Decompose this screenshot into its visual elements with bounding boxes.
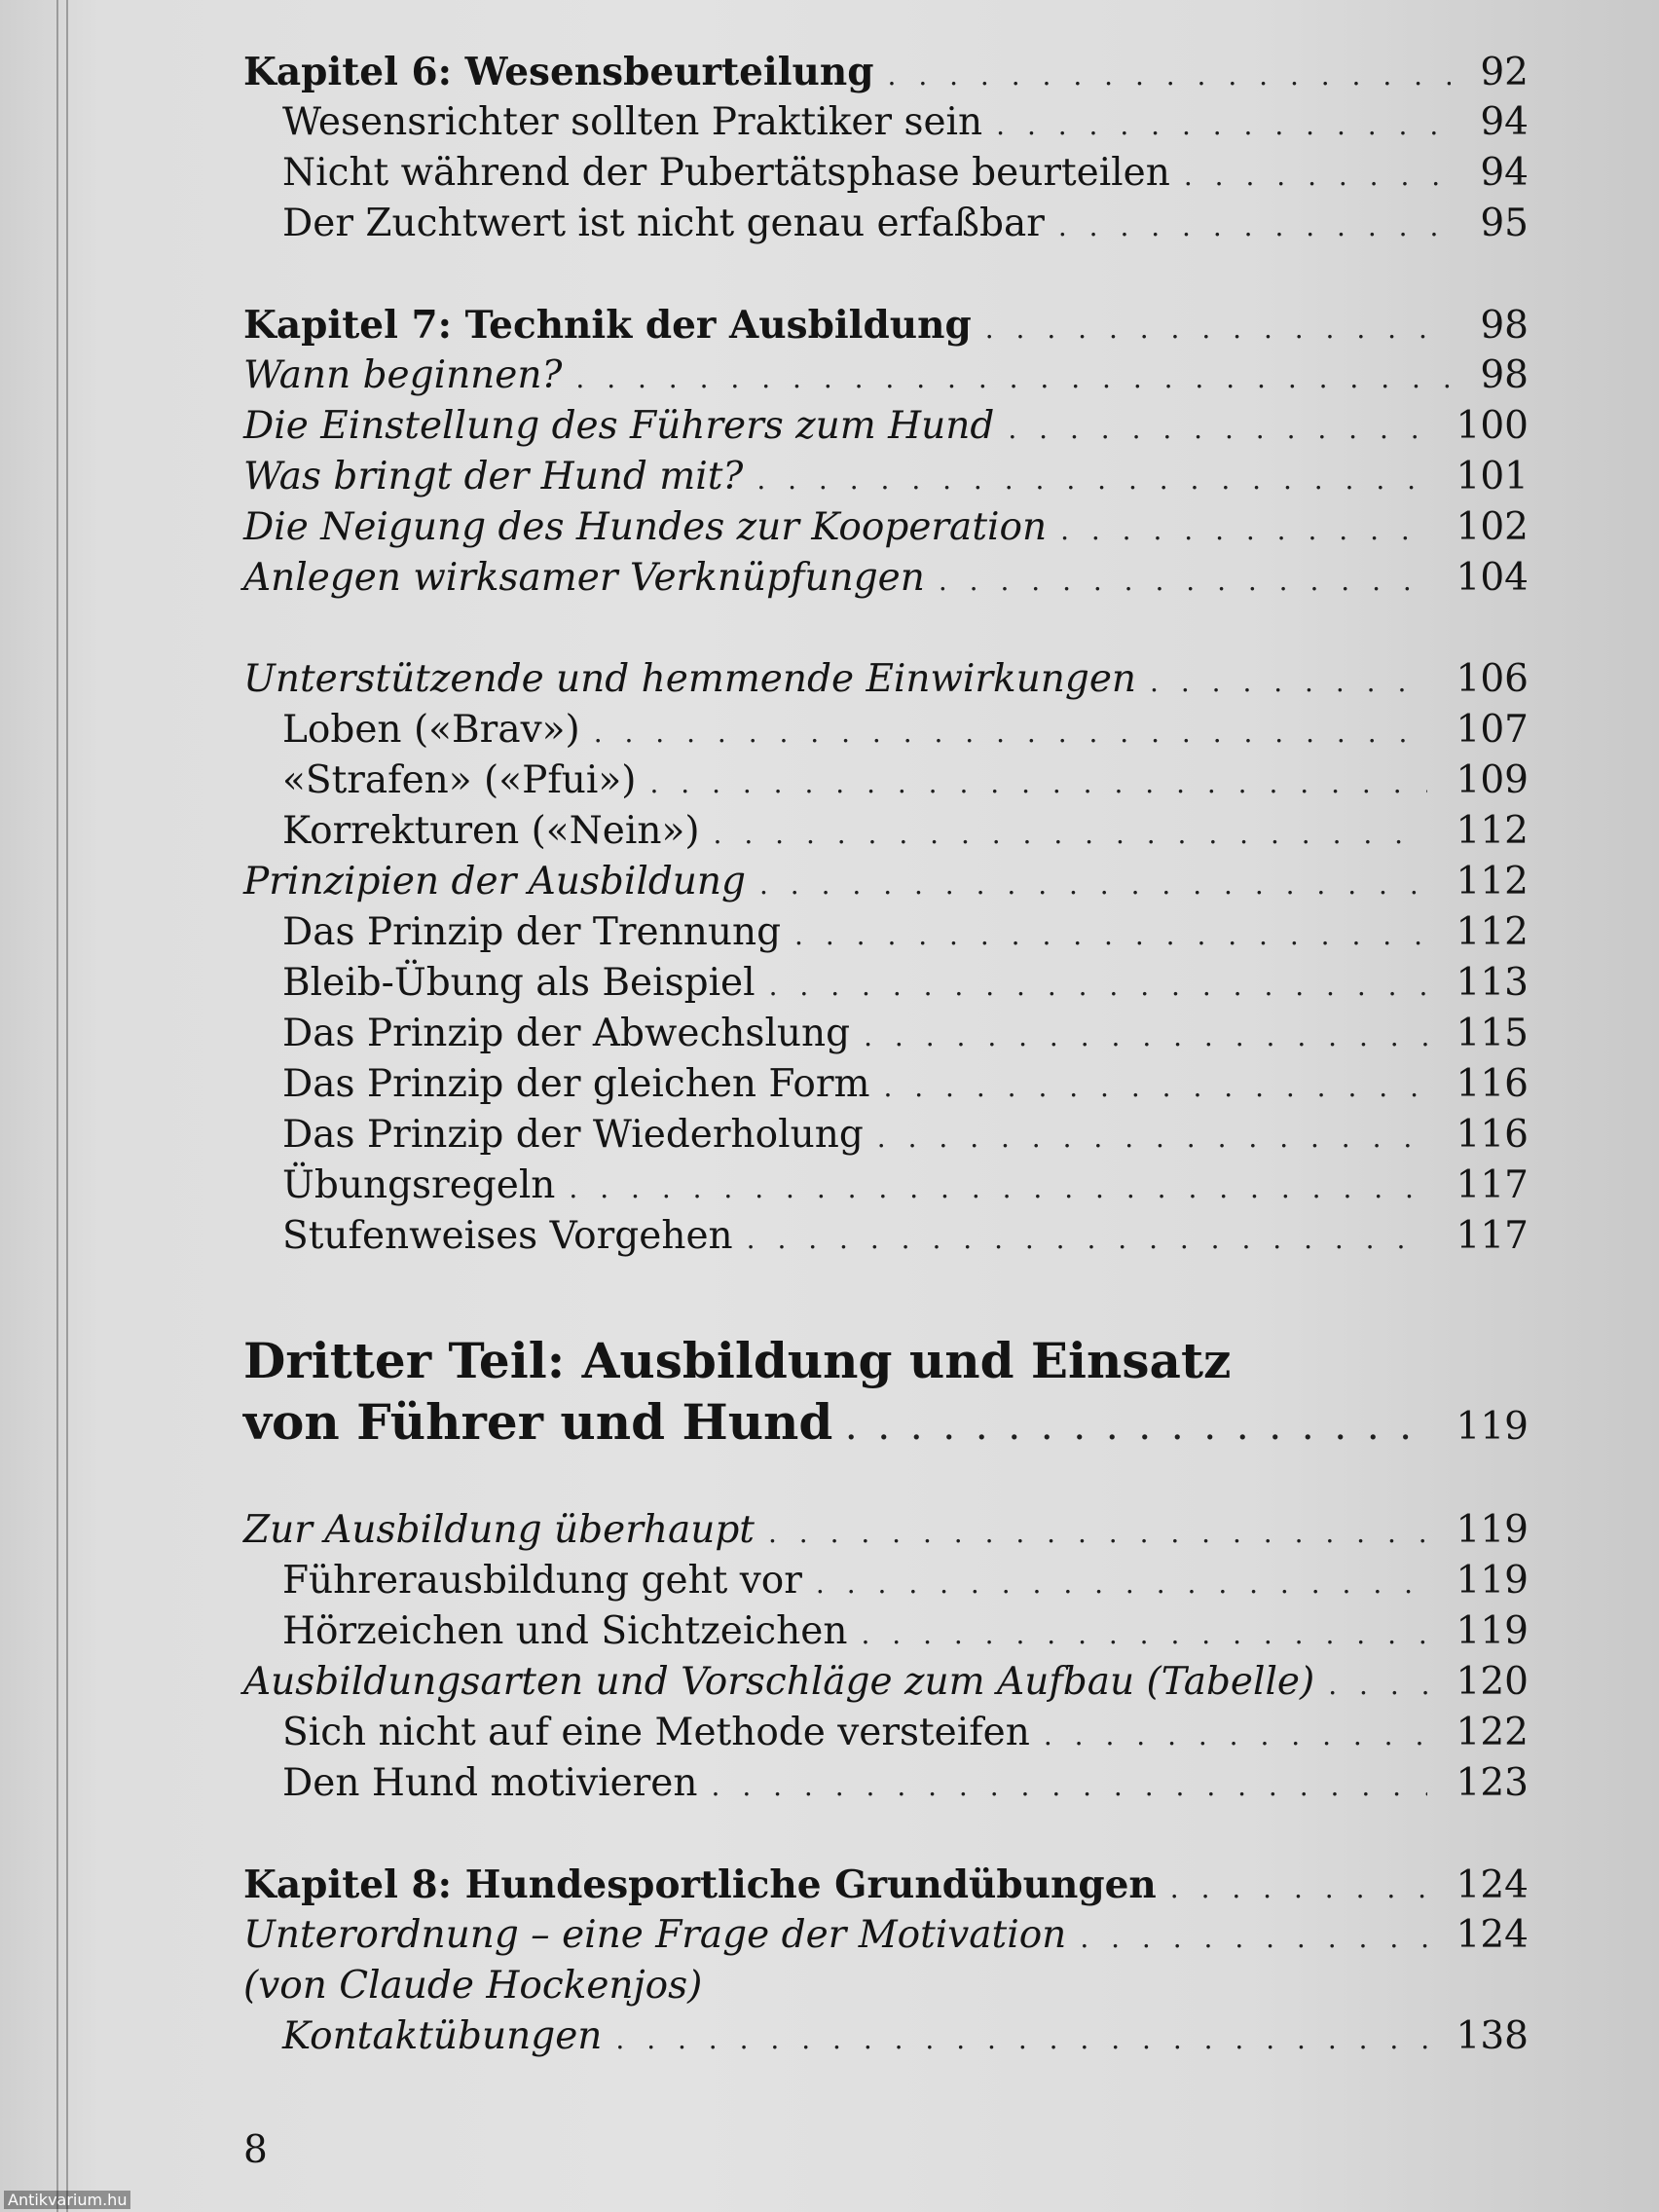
- dot-leader: [569, 1163, 1426, 1214]
- dot-leader: [756, 455, 1426, 505]
- dot-leader: [712, 1761, 1427, 1812]
- dot-leader: [1150, 657, 1427, 708]
- toc-entry-title: Ausbildungsarten und Vorschläge zum Aufbau (Tabelle): [243, 1660, 1315, 1704]
- page-ref: 102: [1456, 505, 1529, 549]
- page-ref: 120: [1456, 1660, 1529, 1704]
- toc-row: [243, 2011, 1529, 2062]
- dot-leader: [1058, 202, 1452, 252]
- toc-row: [243, 1110, 1529, 1161]
- dot-leader: [888, 51, 1452, 101]
- dot-leader: [996, 100, 1451, 151]
- page-ref: 104: [1456, 556, 1529, 600]
- toc-row: [243, 654, 1529, 705]
- toc-entry-title: Korrekturen («Nein»): [282, 809, 700, 853]
- page-ref: 106: [1456, 657, 1529, 701]
- dot-leader: [939, 556, 1427, 607]
- page-ref: 117: [1456, 1163, 1529, 1207]
- dot-leader: [985, 304, 1452, 354]
- toc-entry-title: Die Neigung des Hundes zur Kooperation: [243, 505, 1048, 549]
- toc-entry-title: Wesensrichter sollten Praktiker sein: [282, 100, 983, 144]
- toc-block-principles: [243, 654, 1529, 1262]
- dot-leader: [1044, 1711, 1427, 1761]
- toc-entry-title: «Strafen» («Pfui»): [282, 758, 637, 802]
- toc-row: [243, 300, 1529, 350]
- toc-entry-title: Stufenweises Vorgehen: [282, 1214, 733, 1258]
- toc-row: [243, 97, 1529, 148]
- dot-leader: [575, 353, 1451, 404]
- dot-leader: [747, 1214, 1427, 1265]
- toc-row: [243, 1606, 1529, 1657]
- page-ref: 138: [1456, 2014, 1529, 2058]
- page-ref: 112: [1456, 910, 1529, 954]
- page-ref: 95: [1480, 202, 1529, 245]
- dot-leader: [883, 1062, 1426, 1113]
- toc-entry-title: Loben («Brav»): [282, 708, 580, 752]
- part-heading-line2: von Führer und Hund: [243, 1393, 833, 1451]
- dot-leader: [714, 809, 1427, 860]
- toc-entry-title: Übungsregeln: [282, 1163, 556, 1207]
- toc-entry-title: Unterstützende und hemmende Einwirkungen: [243, 657, 1137, 701]
- toc-entry-title: Den Hund motivieren: [282, 1761, 698, 1805]
- toc-entry-title: Die Einstellung des Führers zum Hund: [243, 404, 995, 448]
- dot-leader: [846, 1398, 1426, 1462]
- page-ref: 124: [1456, 1913, 1529, 1957]
- table-of-contents: [243, 47, 1529, 2062]
- page-ref: 109: [1456, 758, 1529, 802]
- toc-entry-title: Kontaktübungen: [282, 2014, 603, 2058]
- toc-block-training: [243, 1505, 1529, 1809]
- toc-entry-title: Was bringt der Hund mit?: [243, 455, 744, 498]
- toc-entry-title: Der Zuchtwert ist nicht genau erfaßbar: [282, 202, 1045, 245]
- toc-entry-title: Kapitel 8: Hundesportliche Grundübungen: [243, 1862, 1157, 1907]
- toc-row: [243, 1505, 1529, 1556]
- toc-row: [243, 1059, 1529, 1110]
- toc-row: [243, 1211, 1529, 1262]
- page-ref: 123: [1456, 1761, 1529, 1805]
- page-ref: 101: [1456, 455, 1529, 498]
- page-ref: 98: [1480, 353, 1529, 397]
- toc-entry-title: Nicht während der Pubertätsphase beurteilen: [282, 151, 1170, 195]
- toc-block-chapter-6: [243, 47, 1529, 249]
- page-ref: 115: [1456, 1012, 1529, 1055]
- part-heading: [243, 1332, 1529, 1455]
- toc-block-chapter-7: [243, 300, 1529, 604]
- page-ref: 107: [1456, 708, 1529, 752]
- dot-leader: [1060, 505, 1426, 556]
- page-ref: 119: [1456, 1609, 1529, 1653]
- dot-leader: [769, 961, 1427, 1012]
- toc-entry-title: Zur Ausbildung überhaupt: [243, 1508, 755, 1552]
- page-ref: 124: [1456, 1863, 1529, 1907]
- page-ref: 98: [1480, 304, 1529, 348]
- toc-row: [243, 958, 1529, 1009]
- author-note: (von Claude Hockenjos): [243, 1964, 703, 2008]
- toc-entry-title: Kapitel 7: Technik der Ausbildung: [243, 303, 972, 348]
- page-ref: 117: [1456, 1214, 1529, 1258]
- toc-entry-title: Das Prinzip der Abwechslung: [282, 1012, 851, 1055]
- gutter-line: [56, 0, 58, 2212]
- dot-leader: [1170, 1863, 1427, 1914]
- toc-entry-title: Wann beginnen?: [243, 353, 563, 397]
- toc-entry-title: Das Prinzip der Trennung: [282, 910, 782, 954]
- page-ref: 94: [1480, 100, 1529, 144]
- toc-row: [243, 1161, 1529, 1211]
- toc-entry-title: Kapitel 6: Wesensbeurteilung: [243, 50, 874, 94]
- toc-entry-title: Anlegen wirksamer Verknüpfungen: [243, 556, 925, 600]
- dot-leader: [816, 1559, 1427, 1609]
- dot-leader: [1080, 1913, 1426, 1964]
- toc-row: [243, 705, 1529, 756]
- dot-leader: [794, 910, 1427, 961]
- toc-row: [243, 148, 1529, 199]
- toc-row: [243, 452, 1529, 502]
- toc-row: [243, 1556, 1529, 1606]
- dot-leader: [877, 1113, 1427, 1163]
- toc-row: [243, 907, 1529, 958]
- toc-row: [243, 199, 1529, 249]
- toc-row: [243, 502, 1529, 553]
- toc-row: [243, 756, 1529, 806]
- toc-entry-title: Hörzeichen und Sichtzeichen: [282, 1609, 848, 1653]
- gutter-line: [66, 0, 68, 2212]
- dot-leader: [861, 1609, 1426, 1660]
- toc-row: [243, 1708, 1529, 1758]
- dot-leader: [768, 1508, 1427, 1559]
- page-ref: 116: [1456, 1113, 1529, 1157]
- dot-leader: [615, 2014, 1426, 2065]
- dot-leader: [759, 860, 1427, 910]
- dot-leader: [864, 1012, 1426, 1062]
- part-heading-line1: Dritter Teil: Ausbildung und Einsatz: [243, 1332, 1232, 1389]
- page-ref: 116: [1456, 1062, 1529, 1106]
- toc-entry-title: Das Prinzip der gleichen Form: [282, 1062, 870, 1106]
- page-ref: 119: [1456, 1405, 1529, 1449]
- page-ref: 92: [1480, 51, 1529, 94]
- watermark: Antikvarium.hu: [4, 2191, 130, 2209]
- toc-row: [243, 1009, 1529, 1059]
- dot-leader: [1008, 404, 1426, 455]
- toc-row: [243, 857, 1529, 907]
- dot-leader: [649, 758, 1426, 809]
- toc-row: [243, 350, 1529, 401]
- toc-row: [243, 1758, 1529, 1809]
- toc-entry-title: Bleib-Übung als Beispiel: [282, 961, 756, 1005]
- toc-row: [243, 806, 1529, 857]
- toc-row: [243, 1390, 1529, 1455]
- toc-row: [243, 1860, 1529, 1910]
- page-ref: 113: [1456, 961, 1529, 1005]
- page-number: 8: [243, 2128, 268, 2172]
- page-ref: 100: [1456, 404, 1529, 448]
- toc-entry-title: Sich nicht auf eine Methode versteifen: [282, 1711, 1030, 1754]
- page-ref: 119: [1456, 1559, 1529, 1603]
- page-ref: 94: [1480, 151, 1529, 195]
- dot-leader: [594, 708, 1427, 758]
- toc-row: [243, 47, 1529, 97]
- toc-row: [243, 401, 1529, 452]
- toc-entry-title: Prinzipien der Ausbildung: [243, 860, 746, 903]
- dot-leader: [1328, 1660, 1426, 1711]
- dot-leader: [1184, 151, 1452, 202]
- toc-row: [243, 1910, 1529, 1961]
- page-ref: 112: [1456, 809, 1529, 853]
- page-ref: 119: [1456, 1508, 1529, 1552]
- toc-block-chapter-8: [243, 1860, 1529, 1961]
- toc-row: [243, 1657, 1529, 1708]
- toc-entry-title: Führerausbildung geht vor: [282, 1559, 802, 1603]
- toc-row: [243, 553, 1529, 604]
- toc-entry-title: Das Prinzip der Wiederholung: [282, 1113, 864, 1157]
- toc-entry-title: Unterordnung – eine Frage der Motivation: [243, 1913, 1067, 1957]
- page-ref: 112: [1456, 860, 1529, 903]
- page-ref: 122: [1456, 1711, 1529, 1754]
